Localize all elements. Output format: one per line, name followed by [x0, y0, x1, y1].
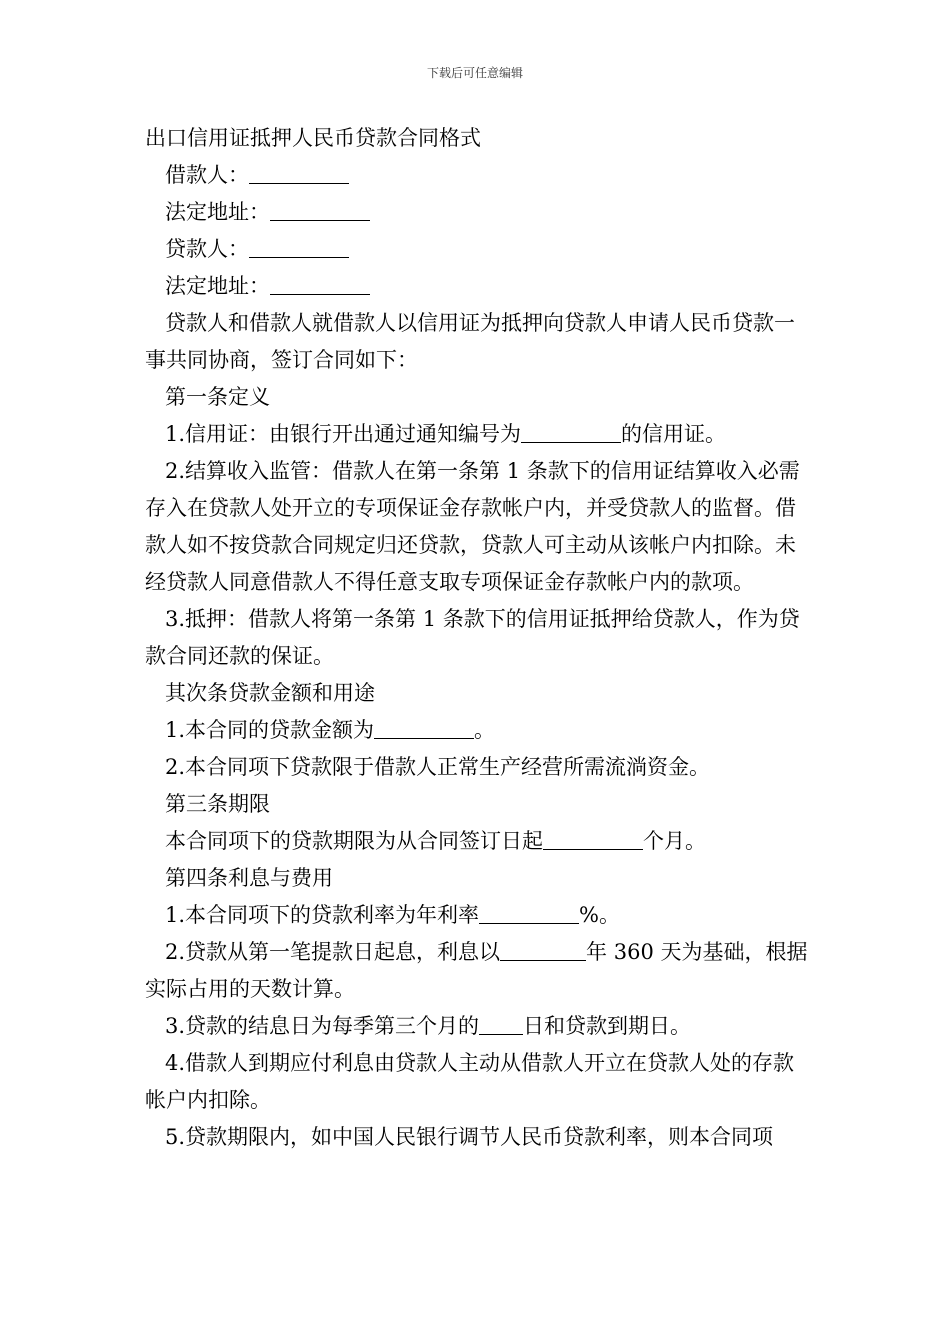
article-4-title: 第四条利息与费用: [165, 866, 333, 890]
article-4-clause-2-text-b: 年 360 天为基础，根据实际占用的天数计算。: [145, 940, 808, 1001]
article-3-body-text-b: 个月。: [643, 829, 706, 853]
article-1-clause-1-text-b: 的信用证。: [621, 422, 727, 446]
article-3-title: 第三条期限: [165, 792, 270, 816]
settlement-day-blank[interactable]: [479, 1012, 523, 1035]
article-1-title: 第一条定义: [165, 385, 270, 409]
article-4-clause-1-text-b: %。: [579, 903, 621, 927]
article-2-clause-1-text-a: 1.本合同的贷款金额为: [165, 718, 375, 742]
borrower-blank[interactable]: [249, 161, 349, 184]
article-3-body-text-a: 本合同项下的贷款期限为从合同签订日起: [165, 829, 543, 853]
article-1-clause-3: 3.抵押：借款人将第一条第 1 条款下的信用证抵押给贷款人，作为贷款合同还款的保证。: [145, 607, 800, 668]
lender-address-blank[interactable]: [270, 272, 370, 295]
lender-address-line: [145, 268, 810, 305]
header-note: 下载后可任意编辑: [426, 66, 523, 80]
loan-term-blank[interactable]: [543, 827, 643, 850]
borrower-address-label: 法定地址：: [165, 200, 270, 224]
notice-number-blank[interactable]: [521, 420, 621, 443]
intro-paragraph: 贷款人和借款人就借款人以信用证为抵押向贷款人申请人民币贷款一事共同协商，签订合同如下：: [145, 311, 795, 372]
article-1-clause-1: [145, 416, 810, 453]
article-4-clause-2-text-a: 2.贷款从第一笔提款日起息，利息以: [165, 940, 501, 964]
article-3-body: [145, 823, 810, 860]
document-title: 出口信用证抵押人民币贷款合同格式: [145, 126, 481, 150]
article-4-clause-3: [145, 1008, 810, 1045]
interest-basis-blank[interactable]: [500, 938, 586, 961]
lender-line: [145, 231, 810, 268]
article-2-title: 其次条贷款金额和用途: [165, 681, 375, 705]
lender-blank[interactable]: [249, 235, 349, 258]
article-4-clause-3-text-a: 3.贷款的结息日为每季第三个月的: [165, 1014, 480, 1038]
interest-rate-blank[interactable]: [479, 901, 579, 924]
article-4-clause-1-text-a: 1.本合同项下的贷款利率为年利率: [165, 903, 480, 927]
lender-address-label: 法定地址：: [165, 274, 270, 298]
article-2-clause-1: [145, 712, 810, 749]
article-1-clause-2: 2.结算收入监管：借款人在第一条第 1 条款下的信用证结算收入必需存入在贷款人处开立的专项保证金存款帐户内，并受贷款人的监督。借款人如不按贷款合同规定归还贷款，贷款人可主动从该帐户内扣除。未经贷款人同意借款人不得任意支取专项保证金存款帐户内的款项。: [145, 459, 800, 594]
article-4-clause-5: 5.贷款期限内，如中国人民银行调节人民币贷款利率，则本合同项: [165, 1125, 774, 1149]
article-1-clause-1-text-a: 1.信用证：由银行开出通过通知编号为: [165, 422, 522, 446]
borrower-label: 借款人：: [165, 163, 249, 187]
borrower-address-line: [145, 194, 810, 231]
article-4-clause-2: [145, 934, 810, 1008]
article-4-clause-1: [145, 897, 810, 934]
borrower-line: [145, 157, 810, 194]
article-4-clause-3-text-b: 日和贷款到期日。: [523, 1014, 692, 1038]
article-2-clause-1-text-b: 。: [474, 718, 496, 742]
borrower-address-blank[interactable]: [270, 198, 370, 221]
contract-document: [145, 120, 810, 1156]
loan-amount-blank[interactable]: [374, 716, 474, 739]
lender-label: 贷款人：: [165, 237, 249, 261]
article-2-clause-2: 2.本合同项下贷款限于借款人正常生产经营所需流淌资金。: [165, 755, 711, 779]
article-4-clause-4: 4.借款人到期应付利息由贷款人主动从借款人开立在贷款人处的存款帐户内扣除。: [145, 1051, 795, 1112]
